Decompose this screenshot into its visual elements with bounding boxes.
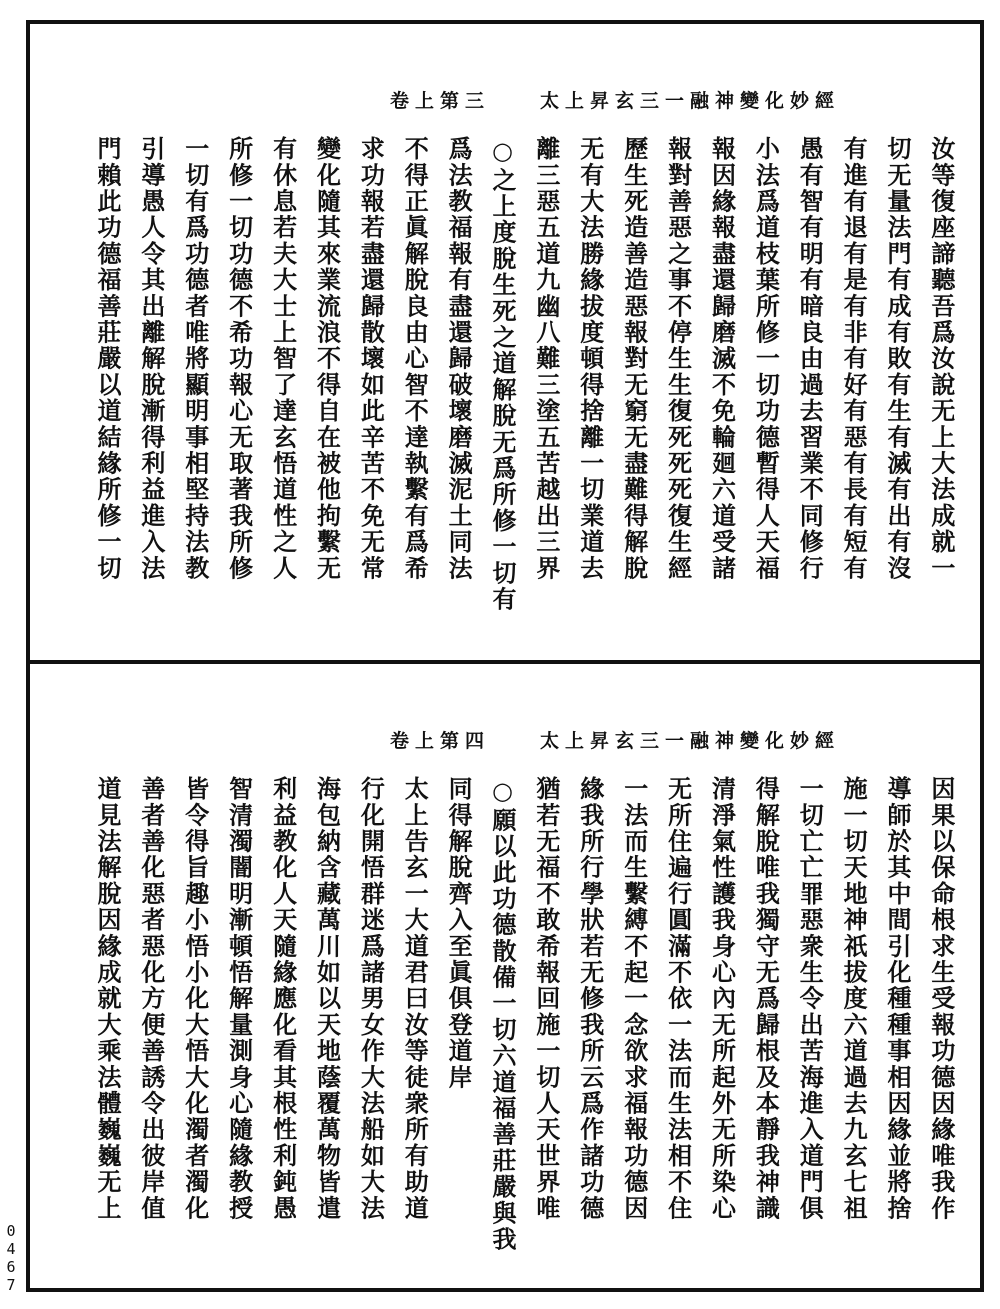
- lower-text-columns: [90, 776, 958, 1280]
- upper-header-page: 卷上第三: [390, 90, 491, 112]
- text-column: 歷生死造善造惡報對无窮无盡難得解脫: [619, 136, 649, 582]
- text-column: 緣我所行學狀若无修我所云爲作諸功德: [575, 776, 605, 1222]
- text-column: 善者善化惡者惡化方便善誘令出彼岸值: [136, 776, 166, 1222]
- text-column: 太上告玄一大道君曰汝等徒衆所有助道: [400, 776, 430, 1222]
- text-column: 因果以保命根求生受報功德因緣唯我作: [926, 776, 956, 1222]
- text-column: 无有大法勝緣拔度頓得捨離一切業道去: [575, 136, 605, 582]
- text-column: 得解脫唯我獨守无爲歸根及本靜我神識: [751, 776, 781, 1222]
- text-column: 報因緣報盡還歸磨滅不免輪廻六道受諸: [707, 136, 737, 582]
- lower-header-page: 卷上第四: [390, 730, 491, 752]
- text-column: ○之上度脫生死之道解脫无爲所修一切有: [488, 136, 518, 613]
- text-column: 同得解脫齊入至眞俱登道岸: [444, 776, 474, 1091]
- text-column: 導師於其中間引化種種事相因緣並將捨: [883, 776, 913, 1222]
- text-column: 爲法教福報有盡還歸破壞磨滅泥土同法: [444, 136, 474, 582]
- side-page-number: 0467: [2, 1222, 20, 1294]
- text-column: 不得正眞解脫良由心智不達執繫有爲希: [400, 136, 430, 582]
- text-column: 无所住遍行圓滿不依一法而生法相不住: [663, 776, 693, 1222]
- text-column: 道見法解脫因緣成就大乘法體巍巍无上: [93, 776, 122, 1222]
- text-column: 有休息若夫大士上智了達玄悟道性之人: [268, 136, 298, 582]
- upper-text-columns: [90, 136, 958, 652]
- text-column: ○願以此功德散備一切六道福善莊嚴與我: [488, 776, 518, 1253]
- text-column: 猶若无福不敢希報回施一切人天世界唯: [531, 776, 561, 1222]
- text-column: 一切亡亡罪惡衆生令出苦海進入道門俱: [795, 776, 825, 1222]
- text-column: 切无量法門有成有敗有生有滅有出有沒: [883, 136, 913, 582]
- lower-header-title: 太上昇玄三一融神變化妙經: [539, 730, 840, 752]
- upper-panel: [30, 24, 980, 660]
- text-column: 愚有智有明有暗良由過去習業不同修行: [795, 136, 825, 582]
- text-column: 行化開悟群迷爲諸男女作大法船如大法: [356, 776, 386, 1222]
- text-column: 變化隨其來業流浪不得自在被他拘繫无: [312, 136, 342, 582]
- text-column: 門賴此功德福善莊嚴以道結緣所修一切: [93, 136, 122, 582]
- text-column: 一法而生繫縛不起一念欲求福報功德因: [619, 776, 649, 1222]
- text-column: 施一切天地神祇拔度六道過去九玄七祖: [839, 776, 869, 1222]
- upper-header-title: 太上昇玄三一融神變化妙經: [539, 90, 840, 112]
- text-column: 有進有退有是有非有好有惡有長有短有: [839, 136, 869, 582]
- text-column: 小法爲道枝葉所修一切功德暫得人天福: [751, 136, 781, 582]
- upper-header: [30, 86, 980, 112]
- text-column: 皆令得旨趣小悟小化大悟大化濁者濁化: [180, 776, 210, 1222]
- text-column: 離三惡五道九幽八難三塗五苦越出三界: [531, 136, 561, 582]
- text-column: 報對善惡之事不停生生復死死死復生經: [663, 136, 693, 582]
- text-column: 求功報若盡還歸散壞如此辛苦不免无常: [356, 136, 386, 582]
- text-column: 利益教化人天隨緣應化看其根性利鈍愚: [268, 776, 298, 1222]
- text-column: 清淨氣性護我身心內无所起外无所染心: [707, 776, 737, 1222]
- text-column: 所修一切功德不希功報心无取著我所修: [224, 136, 254, 582]
- lower-header: [30, 726, 980, 752]
- text-column: 一切有爲功德者唯將顯明事相堅持法教: [180, 136, 210, 582]
- text-column: 引導愚人令其出離解脫漸得利益進入法: [136, 136, 166, 582]
- lower-panel: [30, 664, 980, 1288]
- text-column: 海包納含藏萬川如以天地蔭覆萬物皆遣: [312, 776, 342, 1222]
- text-column: 汝等復座諦聽吾爲汝說无上大法成就一: [926, 136, 956, 582]
- text-column: 智清濁闇明漸頓悟解量測身心隨緣教授: [224, 776, 254, 1222]
